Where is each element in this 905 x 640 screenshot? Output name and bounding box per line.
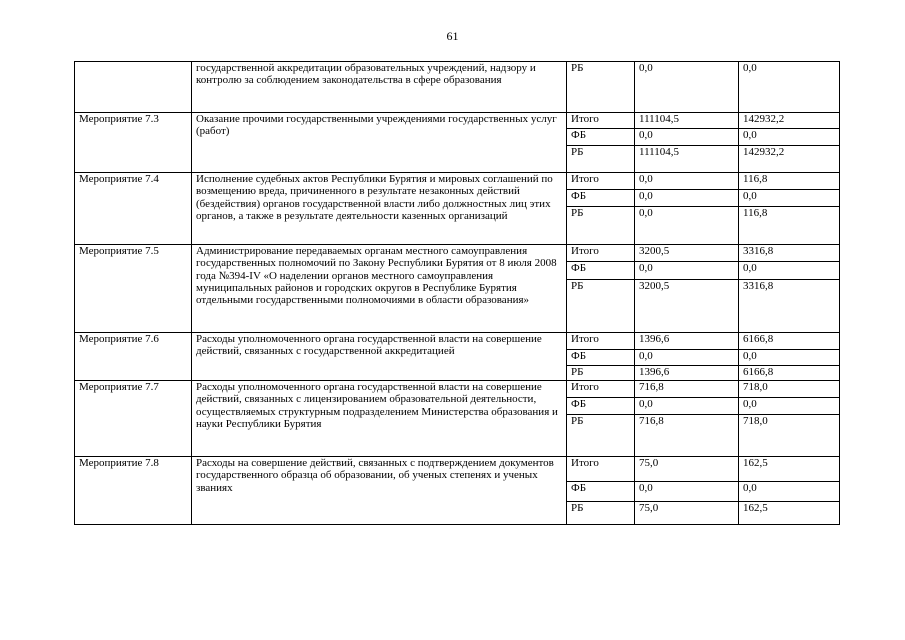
funding-source: ФБ [567,190,635,207]
amount-year-2: 116,8 [739,207,840,245]
funding-source: Итого [567,113,635,129]
measure-label: Мероприятие 7.8 [75,457,192,525]
amount-year-2: 3316,8 [739,280,840,333]
table-row [75,62,840,113]
amount-year-2: 142932,2 [739,113,840,129]
amount-year-1: 3200,5 [635,280,739,333]
amount-year-1: 1396,6 [635,366,739,381]
measure-label: Мероприятие 7.5 [75,245,192,333]
amount-year-1: 1396,6 [635,333,739,350]
measure-label: Мероприятие 7.4 [75,173,192,245]
table-row [75,113,840,129]
funding-source: Итого [567,173,635,190]
table-row [75,333,840,350]
funding-source: Итого [567,457,635,482]
amount-year-1: 75,0 [635,502,739,525]
funding-source: ФБ [567,398,635,415]
budget-table-body [75,62,840,525]
page-number: 61 [446,29,459,43]
amount-year-1: 0,0 [635,129,739,146]
amount-year-2: 142932,2 [739,146,840,173]
amount-year-1: 0,0 [635,398,739,415]
amount-year-2: 162,5 [739,502,840,525]
funding-source: ФБ [567,482,635,502]
measure-label: Мероприятие 7.7 [75,381,192,457]
amount-year-1: 716,8 [635,381,739,398]
funding-source: РБ [567,502,635,525]
measure-description: Исполнение судебных актов Республики Бурятия и мировых соглашений по возмещению вреда, причиненного в результате незаконных действий (бездействия) органов государственной власти либо должностных лиц этих органов, а также в результате деятельности казенных организаций [192,173,567,245]
amount-year-2: 6166,8 [739,333,840,350]
funding-source: РБ [567,62,635,113]
funding-source: РБ [567,415,635,457]
measure-description: Расходы уполномоченного органа государственной власти на совершение действий, связанных с государственной аккредитацией [192,333,567,381]
measure-label [75,62,192,113]
amount-year-2: 718,0 [739,381,840,398]
amount-year-1: 716,8 [635,415,739,457]
table-row [75,457,840,482]
funding-source: Итого [567,333,635,350]
amount-year-2: 0,0 [739,262,840,280]
amount-year-2: 0,0 [739,350,840,366]
funding-source: РБ [567,207,635,245]
amount-year-1: 0,0 [635,190,739,207]
measure-label: Мероприятие 7.3 [75,113,192,173]
amount-year-2: 0,0 [739,129,840,146]
amount-year-1: 0,0 [635,207,739,245]
measure-description: Расходы на совершение действий, связанных с подтверждением документов государственного образца об образовании, об ученых степенях и ученых званиях [192,457,567,525]
amount-year-1: 0,0 [635,262,739,280]
table-row [75,245,840,262]
amount-year-1: 111104,5 [635,146,739,173]
amount-year-2: 3316,8 [739,245,840,262]
funding-source: ФБ [567,129,635,146]
amount-year-2: 0,0 [739,398,840,415]
budget-table [74,61,840,525]
amount-year-1: 0,0 [635,482,739,502]
amount-year-1: 0,0 [635,173,739,190]
measure-description: Оказание прочими государственными учреждениями государственных услуг (работ) [192,113,567,173]
amount-year-1: 75,0 [635,457,739,482]
funding-source: Итого [567,245,635,262]
amount-year-1: 111104,5 [635,113,739,129]
amount-year-2: 0,0 [739,482,840,502]
amount-year-1: 0,0 [635,350,739,366]
amount-year-1: 0,0 [635,62,739,113]
funding-source: РБ [567,146,635,173]
table-row [75,173,840,190]
table-row [75,381,840,398]
measure-description: Расходы уполномоченного органа государственной власти на совершение действий, связанных с лицензированием образовательной деятельности, осуществляемых структурным подразделением Министерства образования и науки Республики Бурятия [192,381,567,457]
funding-source: Итого [567,381,635,398]
funding-source: РБ [567,280,635,333]
funding-source: ФБ [567,262,635,280]
measure-label: Мероприятие 7.6 [75,333,192,381]
measure-description: государственной аккредитации образовательных учреждений, надзору и контролю за соблюдением законодательства в сфере образования [192,62,567,113]
amount-year-2: 162,5 [739,457,840,482]
amount-year-2: 718,0 [739,415,840,457]
funding-source: ФБ [567,350,635,366]
funding-source: РБ [567,366,635,381]
amount-year-2: 6166,8 [739,366,840,381]
measure-description: Администрирование передаваемых органам местного самоуправления государственных полномочий по Закону Республики Бурятия от 8 июля 2008 года №394-IV «О наделении органов местного самоуправления муниципальных районов и городских округов в Республике Бурятия отдельными государственными полномочиями в области образования» [192,245,567,333]
amount-year-2: 0,0 [739,62,840,113]
amount-year-2: 116,8 [739,173,840,190]
amount-year-2: 0,0 [739,190,840,207]
amount-year-1: 3200,5 [635,245,739,262]
